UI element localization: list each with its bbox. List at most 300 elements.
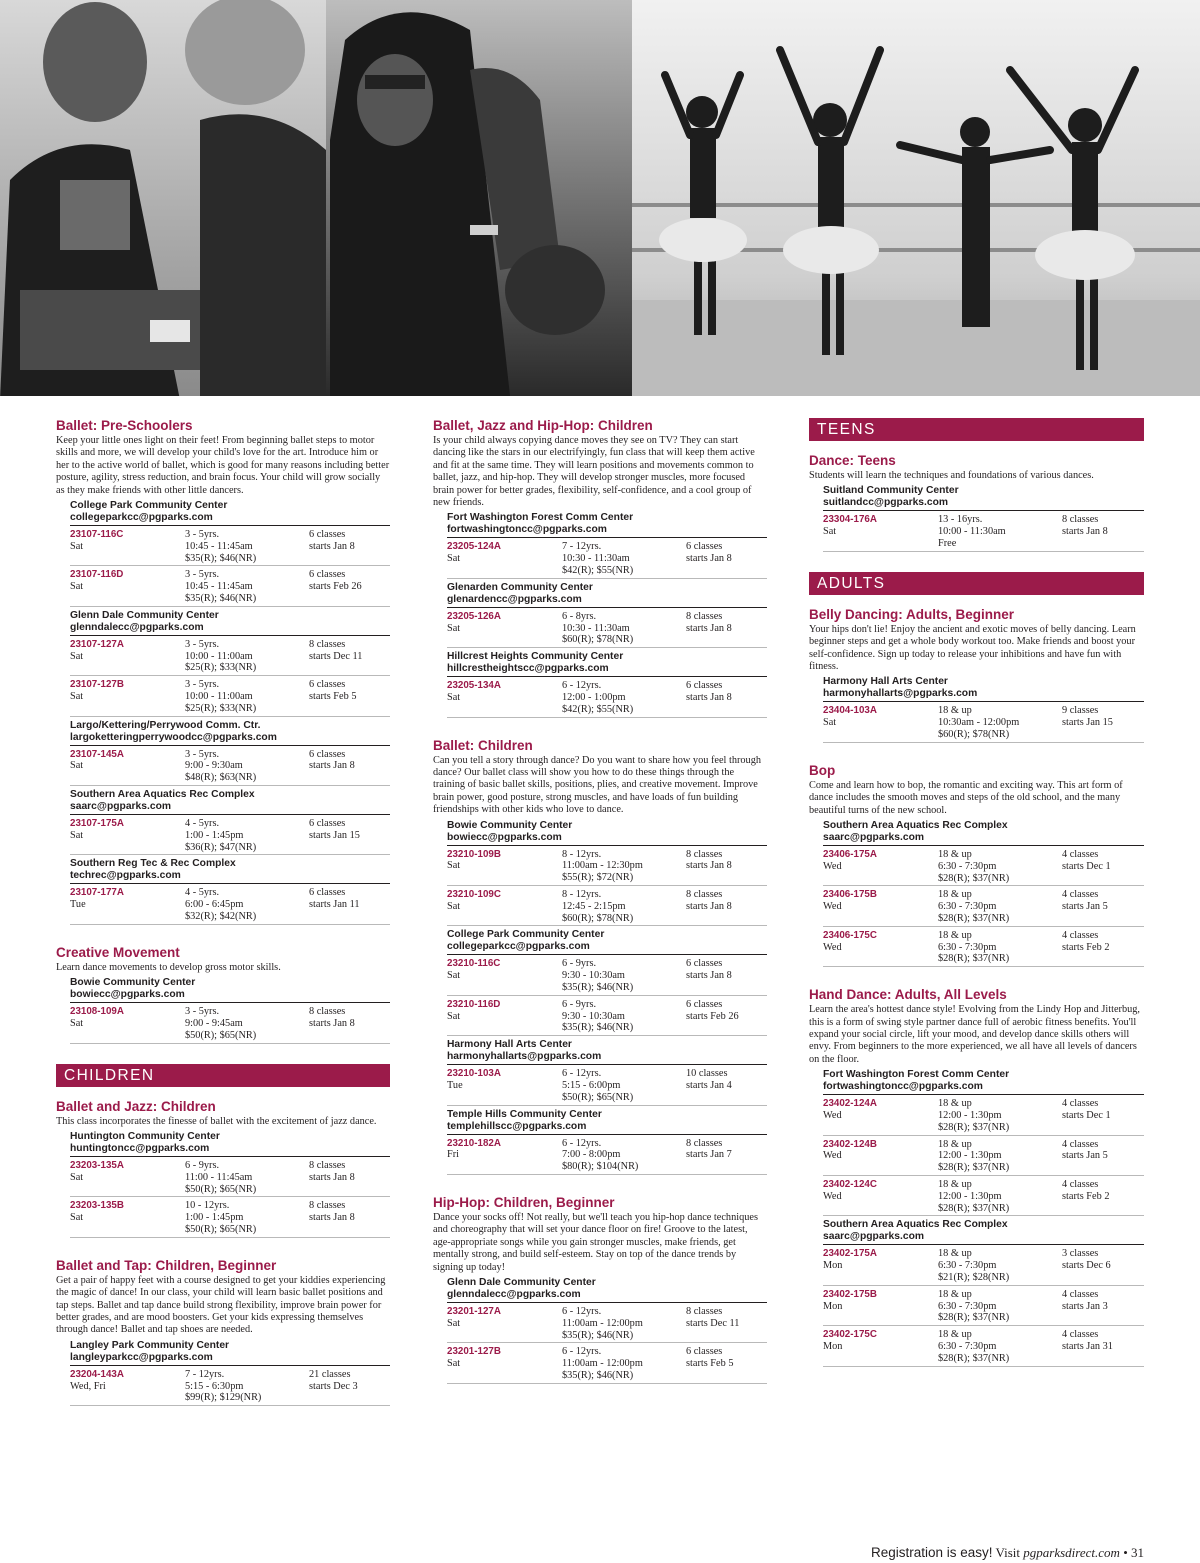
class-code[interactable]: 23402-175B (823, 1288, 877, 1300)
class-row (70, 884, 390, 924)
class-start: starts Feb 26 (309, 581, 362, 593)
class-day: Sat (70, 581, 84, 593)
class-code[interactable]: 23402-175C (823, 1329, 877, 1341)
class-count: 6 classes (686, 1346, 723, 1358)
class-code[interactable]: 23210-182A (447, 1137, 501, 1149)
class-spacer (70, 1184, 185, 1196)
class-start: starts Feb 2 (1062, 941, 1110, 953)
class-fee: $50(R); $65(NR) (185, 1223, 257, 1235)
location-email[interactable]: harmonyhallarts@pgparks.com (447, 1051, 602, 1063)
class-start: starts Feb 5 (686, 1358, 734, 1370)
class-spacer (70, 593, 185, 605)
class-ages: 4 - 5yrs. (185, 887, 220, 899)
class-time: 9:30 - 10:30am (562, 970, 625, 982)
location-email[interactable]: fortwashingtoncc@pgparks.com (823, 1081, 983, 1093)
class-time: 10:45 - 11:45am (185, 581, 253, 593)
class-spacer (447, 634, 562, 646)
class-row (823, 886, 1144, 926)
location-name: Langley Park Community Center (70, 1339, 230, 1351)
class-ages: 7 - 12yrs. (562, 541, 602, 553)
location-email[interactable]: templehillscc@pgparks.com (447, 1120, 587, 1132)
class-spacer (447, 1330, 562, 1342)
class-day: Wed (823, 860, 842, 872)
class-row (823, 1245, 1144, 1285)
class-day: Sat (70, 650, 84, 662)
location-email[interactable]: glenndalecc@pgparks.com (447, 1289, 581, 1301)
class-spacer (70, 1030, 185, 1042)
class-row (823, 846, 1144, 886)
class-fee: $32(R); $42(NR) (185, 910, 257, 922)
class-spacer (70, 772, 185, 784)
class-code[interactable]: 23107-145A (70, 748, 124, 760)
class-fee: $35(R); $46(NR) (562, 1370, 634, 1381)
location-header (70, 720, 390, 746)
location-block (70, 1340, 390, 1406)
class-code[interactable]: 23406-175B (823, 889, 877, 901)
program-description: Is your child always copying dance moves they see on TV? They can start dancing like the stars in our electrifyingly, fun class that will keep them active and fit at the same time. They will learn positions and movements common to ballet, jazz, and hip-hop. They will develop stronger muscles, more focused brain power for better grades, flexibility, self-confidence, and a cool group of new friends. (433, 435, 755, 509)
class-spacer (823, 1353, 938, 1365)
class-time: 1:00 - 1:45pm (185, 1212, 244, 1224)
class-time: 5:15 - 6:00pm (562, 1080, 621, 1091)
location-email[interactable]: largoketteringperrywoodcc@pgparks.com (70, 731, 277, 743)
class-code[interactable]: 23108-109A (70, 1006, 124, 1018)
class-row (447, 1065, 767, 1105)
class-spacer (70, 1224, 185, 1236)
class-code[interactable]: 23205-124A (447, 541, 501, 553)
program-section (56, 1258, 390, 1406)
class-day: Wed (823, 941, 842, 953)
class-start: starts Jan 8 (686, 692, 732, 704)
class-spacer (447, 704, 562, 716)
location-name: Hillcrest Heights Community Center (447, 651, 624, 663)
class-row (447, 608, 767, 648)
location-email[interactable]: bowiecc@pgparks.com (70, 989, 185, 1001)
class-code[interactable]: 23210-116D (447, 998, 501, 1010)
program-section (56, 418, 390, 925)
class-time: 12:00 - 1:30pm (938, 1110, 1002, 1122)
class-spacer (447, 1022, 562, 1034)
location-name: College Park Community Center (70, 500, 228, 512)
class-day: Sat (447, 900, 461, 912)
class-time: 9:30 - 10:30am (562, 1010, 625, 1022)
class-fee: $28(R); $37(NR) (938, 1162, 1010, 1174)
class-ages: 6 - 8yrs. (562, 610, 597, 622)
class-spacer (447, 565, 562, 577)
class-day: Sat (70, 1017, 84, 1029)
class-ages: 4 - 5yrs. (185, 817, 220, 829)
class-spacer (447, 1092, 562, 1104)
class-fee: $35(R); $46(NR) (185, 593, 257, 605)
class-day: Sat (447, 622, 461, 634)
class-code[interactable]: 23107-116C (70, 529, 124, 541)
class-code[interactable]: 23107-127A (70, 638, 124, 650)
class-ages: 8 - 12yrs. (562, 889, 602, 901)
class-fee: $99(R); $129(NR) (185, 1392, 262, 1404)
class-spacer (823, 1203, 938, 1215)
class-code[interactable]: 23402-124B (823, 1138, 877, 1150)
class-row (447, 846, 767, 886)
class-time: 6:30 - 7:30pm (938, 901, 997, 913)
class-count: 8 classes (309, 1006, 346, 1018)
class-time: 10:30am - 12:00pm (938, 717, 1020, 729)
class-row (447, 677, 767, 717)
class-start: starts Dec 11 (309, 650, 363, 662)
class-count: 4 classes (1062, 1179, 1099, 1191)
page-number: 31 (1131, 1545, 1144, 1560)
class-fee: $28(R); $37(NR) (938, 1352, 1010, 1364)
program-description: Get a pair of happy feet with a course designed to get your kiddies experiencing the magic of dance! In our class, your child will learn basic ballet positions and tap steps. Ballet and tap dance build strong flexibility, improve brain power for better grades, and are mood boosters. Get your kids expressing themselves through dance! Ballet and tap shoes are needed. (56, 1274, 386, 1336)
class-ages: 3 - 5yrs. (185, 748, 220, 760)
location-block (447, 582, 767, 648)
visit-text: Visit (995, 1545, 1021, 1560)
class-row (70, 1366, 390, 1406)
class-ages: 18 & up (938, 1329, 972, 1341)
location-email[interactable]: hillcrestheightscc@pgparks.com (447, 663, 609, 675)
class-code[interactable]: 23406-175A (823, 849, 877, 861)
class-time: 5:15 - 6:30pm (185, 1380, 244, 1392)
section-banner: TEENS (809, 418, 1144, 441)
location-name: Harmony Hall Arts Center (823, 676, 948, 688)
class-fee: $50(R); $65(NR) (185, 1029, 257, 1041)
class-day: Sat (70, 540, 84, 552)
location-email[interactable]: saarc@pgparks.com (823, 832, 925, 844)
class-row (447, 1135, 767, 1175)
location-email[interactable]: fortwashingtoncc@pgparks.com (447, 524, 607, 536)
class-start: starts Jan 8 (686, 553, 732, 565)
program-section (809, 763, 1144, 967)
location-name: Glenn Dale Community Center (447, 1277, 596, 1289)
class-code[interactable]: 23203-135A (70, 1159, 124, 1171)
class-code[interactable]: 23107-127B (70, 679, 124, 691)
class-day: Wed (823, 1110, 842, 1122)
location-name: Southern Area Aquatics Rec Complex (70, 788, 255, 800)
class-time: 6:30 - 7:30pm (938, 860, 997, 872)
class-start: starts Feb 5 (309, 691, 357, 702)
class-count: 21 classes (309, 1368, 351, 1380)
location-name: Huntington Community Center (70, 1130, 220, 1142)
class-fee: $28(R); $37(NR) (938, 1202, 1010, 1214)
class-time: 6:30 - 7:30pm (938, 1260, 997, 1272)
class-spacer (823, 1122, 938, 1134)
class-code[interactable]: 23406-175C (823, 929, 877, 941)
class-time: 10:00 - 11:30am (938, 526, 1006, 538)
class-day: Sat (70, 760, 84, 772)
location-header (447, 582, 767, 608)
class-count: 4 classes (1062, 849, 1099, 861)
class-ages: 18 & up (938, 929, 972, 941)
program-title: Ballet and Tap: Children, Beginner (56, 1257, 277, 1273)
class-count: 8 classes (309, 638, 346, 650)
class-code[interactable]: 23402-124C (823, 1179, 877, 1191)
class-fee: $28(R); $37(NR) (938, 1121, 1010, 1133)
location-email[interactable]: suitlandcc@pgparks.com (823, 497, 949, 509)
class-row (447, 1343, 767, 1383)
class-spacer (447, 982, 562, 994)
location-header (447, 651, 767, 677)
class-count: 6 classes (309, 679, 346, 691)
class-ages: 18 & up (938, 889, 972, 901)
class-ages: 6 - 12yrs. (562, 1137, 602, 1149)
class-start: starts Dec 3 (309, 1380, 358, 1392)
class-ages: 8 - 12yrs. (562, 848, 602, 860)
class-time: 12:00 - 1:30pm (938, 1190, 1002, 1202)
class-ages: 3 - 5yrs. (185, 569, 220, 581)
class-day: Mon (823, 1260, 843, 1272)
footer-separator: • (1123, 1545, 1128, 1560)
class-fee: $35(R); $46(NR) (562, 1022, 634, 1034)
class-spacer (823, 1162, 938, 1174)
class-count: 6 classes (686, 541, 723, 553)
program-title: Ballet and Jazz: Children (56, 1098, 216, 1114)
class-code[interactable]: 23404-103A (823, 705, 877, 717)
location-header (447, 929, 767, 955)
location-header (70, 789, 390, 815)
location-block (823, 1069, 1144, 1216)
location-block (447, 512, 767, 578)
program-title: Ballet: Children (433, 737, 533, 753)
class-start: starts Dec 6 (1062, 1260, 1111, 1272)
class-ages: 18 & up (938, 1138, 972, 1150)
program-description: Dance your socks off! Not really, but we'll teach you hip-hop dance techniques and choreography that will set your dance floor on fire! Groove to the latest, age-appropriate songs while you gain stronger muscles, make friends, get mentally strong, and build self-esteem. Stay on top of the dance trends by signing up today! (433, 1211, 758, 1273)
class-count: 6 classes (309, 748, 346, 760)
class-code[interactable]: 23205-126A (447, 610, 501, 622)
class-code[interactable]: 23201-127B (447, 1346, 501, 1358)
location-name: Fort Washington Forest Comm Center (447, 512, 634, 524)
class-ages: 18 & up (938, 705, 972, 717)
location-email[interactable]: bowiecc@pgparks.com (447, 831, 562, 843)
class-spacer (823, 873, 938, 885)
class-time: 11:00 - 11:45am (185, 1171, 253, 1183)
class-ages: 6 - 9yrs. (185, 1159, 220, 1171)
location-email[interactable]: saarc@pgparks.com (70, 800, 172, 812)
location-name: Largo/Kettering/Perrywood Comm. Ctr. (70, 719, 261, 731)
location-name: Southern Area Aquatics Rec Complex (823, 1219, 1008, 1231)
class-time: 12:45 - 2:15pm (562, 900, 626, 912)
class-row (70, 746, 390, 786)
class-fee: $28(R); $37(NR) (938, 1312, 1010, 1324)
class-ages: 6 - 9yrs. (562, 958, 597, 970)
class-code[interactable]: 23201-127A (447, 1306, 501, 1318)
class-spacer (70, 842, 185, 854)
class-spacer (70, 703, 185, 715)
location-block (823, 676, 1144, 742)
program-title: Hand Dance: Adults, All Levels (809, 987, 1007, 1003)
column-2 (433, 418, 767, 1404)
location-email[interactable]: langleyparkcc@pgparks.com (70, 1351, 213, 1363)
location-block (447, 929, 767, 1036)
class-row (70, 815, 390, 855)
class-day: Sat (823, 526, 837, 538)
class-ages: 3 - 5yrs. (185, 679, 220, 691)
class-spacer (70, 911, 185, 923)
class-day: Sat (70, 691, 84, 702)
class-start: starts Jan 8 (309, 540, 355, 552)
location-email[interactable]: glenardencc@pgparks.com (447, 593, 582, 605)
class-count: 6 classes (309, 569, 346, 581)
class-start: starts Jan 8 (1062, 526, 1108, 538)
class-ages: 18 & up (938, 849, 972, 861)
class-day: Sat (823, 717, 837, 729)
program-description: Your hips don't lie! Enjoy the ancient and exotic moves of belly dancing. Learn beginner steps and get a whole body workout too. Make friends and boost your self-confidence. Sign up today to release your inhibitions and have fun with fitness. (809, 623, 1136, 673)
class-ages: 6 - 9yrs. (562, 998, 597, 1010)
class-ages: 18 & up (938, 1288, 972, 1300)
class-day: Mon (823, 1340, 843, 1352)
program-section (433, 418, 767, 718)
location-header (823, 1219, 1144, 1245)
class-time: 6:30 - 7:30pm (938, 1340, 997, 1352)
class-ages: 6 - 12yrs. (562, 680, 602, 692)
class-fee: Free (938, 538, 957, 549)
class-time: 11:00am - 12:00pm (562, 1358, 643, 1370)
location-header (70, 858, 390, 884)
class-day: Sat (447, 970, 461, 982)
program-description: This class incorporates the finesse of ballet with the excitement of jazz dance. (56, 1115, 377, 1127)
class-time: 9:00 - 9:45am (185, 1017, 243, 1029)
class-day: Sat (447, 860, 461, 872)
class-fee: $21(R); $28(NR) (938, 1272, 1010, 1283)
program-section (809, 453, 1144, 552)
class-code[interactable]: 23107-177A (70, 887, 124, 899)
class-time: 6:00 - 6:45pm (185, 899, 244, 911)
location-header (447, 1277, 767, 1303)
class-row (447, 996, 767, 1036)
class-code[interactable]: 23204-143A (70, 1368, 124, 1380)
class-day: Wed, Fri (70, 1380, 106, 1392)
class-row (447, 1303, 767, 1343)
class-spacer (823, 538, 938, 550)
program-section (56, 1099, 390, 1238)
class-code[interactable]: 23210-109B (447, 848, 501, 860)
class-spacer (70, 553, 185, 565)
class-time: 10:45 - 11:45am (185, 540, 253, 552)
class-code[interactable]: 23210-109C (447, 889, 501, 901)
class-fee: $35(R); $46(NR) (562, 1329, 634, 1341)
class-day: Sat (447, 553, 461, 565)
page-footer (871, 1545, 1144, 1561)
class-row (823, 927, 1144, 967)
class-start: starts Dec 11 (686, 1317, 740, 1329)
class-time: 7:00 - 8:00pm (562, 1149, 621, 1161)
class-row (447, 538, 767, 578)
class-start: starts Jan 31 (1062, 1340, 1113, 1352)
location-name: Temple Hills Community Center (447, 1108, 602, 1120)
class-fee: $35(R); $46(NR) (185, 552, 257, 564)
location-name: Bowie Community Center (70, 977, 196, 989)
website-link[interactable]: pgparksdirect.com (1023, 1545, 1120, 1560)
class-fee: $36(R); $47(NR) (185, 841, 257, 853)
class-time: 6:30 - 7:30pm (938, 1300, 997, 1312)
class-count: 6 classes (309, 887, 346, 899)
location-email[interactable]: harmonyhallarts@pgparks.com (823, 688, 978, 700)
location-header (70, 610, 390, 636)
class-ages: 6 - 12yrs. (562, 1068, 602, 1080)
class-start: starts Dec 1 (1062, 1110, 1111, 1122)
location-header (70, 1131, 390, 1157)
class-day: Sat (447, 1317, 461, 1329)
location-email[interactable]: collegeparkcc@pgparks.com (447, 941, 590, 953)
location-email[interactable]: saarc@pgparks.com (823, 1231, 925, 1243)
class-start: starts Feb 26 (686, 1010, 739, 1022)
class-ages: 3 - 5yrs. (185, 529, 220, 541)
class-fee: $28(R); $37(NR) (938, 872, 1010, 884)
class-code[interactable]: 23205-134A (447, 680, 501, 692)
class-row (823, 511, 1144, 551)
location-header (823, 676, 1144, 702)
location-name: Bowie Community Center (447, 819, 573, 831)
program-section (809, 987, 1144, 1366)
location-email[interactable]: techrec@pgparks.com (70, 870, 181, 882)
class-start: starts Feb 2 (1062, 1190, 1110, 1202)
class-fee: $50(R); $65(NR) (562, 1091, 634, 1103)
column-3 (809, 418, 1144, 1387)
program-section (433, 1195, 767, 1384)
class-code[interactable]: 23402-175A (823, 1248, 877, 1260)
class-count: 6 classes (686, 680, 723, 692)
class-code[interactable]: 23210-103A (447, 1068, 501, 1080)
class-start: starts Jan 4 (686, 1080, 732, 1091)
class-ages: 18 & up (938, 1248, 972, 1260)
class-count: 8 classes (686, 848, 723, 860)
location-email[interactable]: collegeparkcc@pgparks.com (70, 512, 213, 524)
class-fee: $60(R); $78(NR) (562, 634, 634, 646)
location-header (823, 820, 1144, 846)
location-block (70, 500, 390, 607)
class-fee: $80(R); $104(NR) (562, 1161, 639, 1173)
class-code[interactable]: 23107-175A (70, 817, 124, 829)
class-fee: $50(R); $65(NR) (185, 1183, 257, 1195)
class-ages: 10 - 12yrs. (185, 1200, 230, 1212)
class-day: Sat (447, 1358, 461, 1370)
class-code[interactable]: 23402-124A (823, 1098, 877, 1110)
program-description: Come and learn how to bop, the romantic and exciting way. This art form of dance includes the smooth moves and steps of the old school, and the many beautiful turns of the new school. (809, 779, 1123, 816)
class-row (70, 526, 390, 566)
location-block (70, 1131, 390, 1238)
class-fee: $42(R); $55(NR) (562, 565, 634, 577)
class-count: 8 classes (1062, 514, 1099, 526)
class-start: starts Jan 8 (309, 1171, 355, 1183)
location-email[interactable]: glenndalecc@pgparks.com (70, 621, 204, 633)
class-spacer (70, 662, 185, 674)
class-code[interactable]: 23107-116D (70, 569, 124, 581)
class-day: Mon (823, 1300, 843, 1312)
class-fee: $28(R); $37(NR) (938, 953, 1010, 965)
program-title: Dance: Teens (809, 453, 896, 468)
location-block (70, 610, 390, 717)
location-header (823, 485, 1144, 511)
class-count: 4 classes (1062, 889, 1099, 901)
class-count: 4 classes (1062, 1329, 1099, 1341)
class-row (823, 1136, 1144, 1176)
location-name: Fort Washington Forest Comm Center (823, 1069, 1010, 1081)
class-row (823, 1286, 1144, 1326)
program-title: Ballet: Pre-Schoolers (56, 418, 193, 433)
class-spacer (823, 913, 938, 925)
class-start: starts Jan 7 (686, 1149, 732, 1161)
class-code[interactable]: 23210-116C (447, 958, 501, 970)
location-header (447, 512, 767, 538)
class-code[interactable]: 23304-176A (823, 514, 877, 526)
location-email[interactable]: huntingtoncc@pgparks.com (70, 1142, 210, 1154)
class-time: 10:00 - 11:00am (185, 691, 253, 702)
class-code[interactable]: 23203-135B (70, 1200, 124, 1212)
class-fee: $25(R); $33(NR) (185, 702, 257, 714)
location-block (823, 820, 1144, 967)
location-name: Southern Reg Tec & Rec Complex (70, 858, 236, 870)
program-section (433, 738, 767, 1175)
class-row (447, 955, 767, 995)
class-day: Sat (70, 829, 84, 841)
location-name: Southern Area Aquatics Rec Complex (823, 820, 1008, 832)
